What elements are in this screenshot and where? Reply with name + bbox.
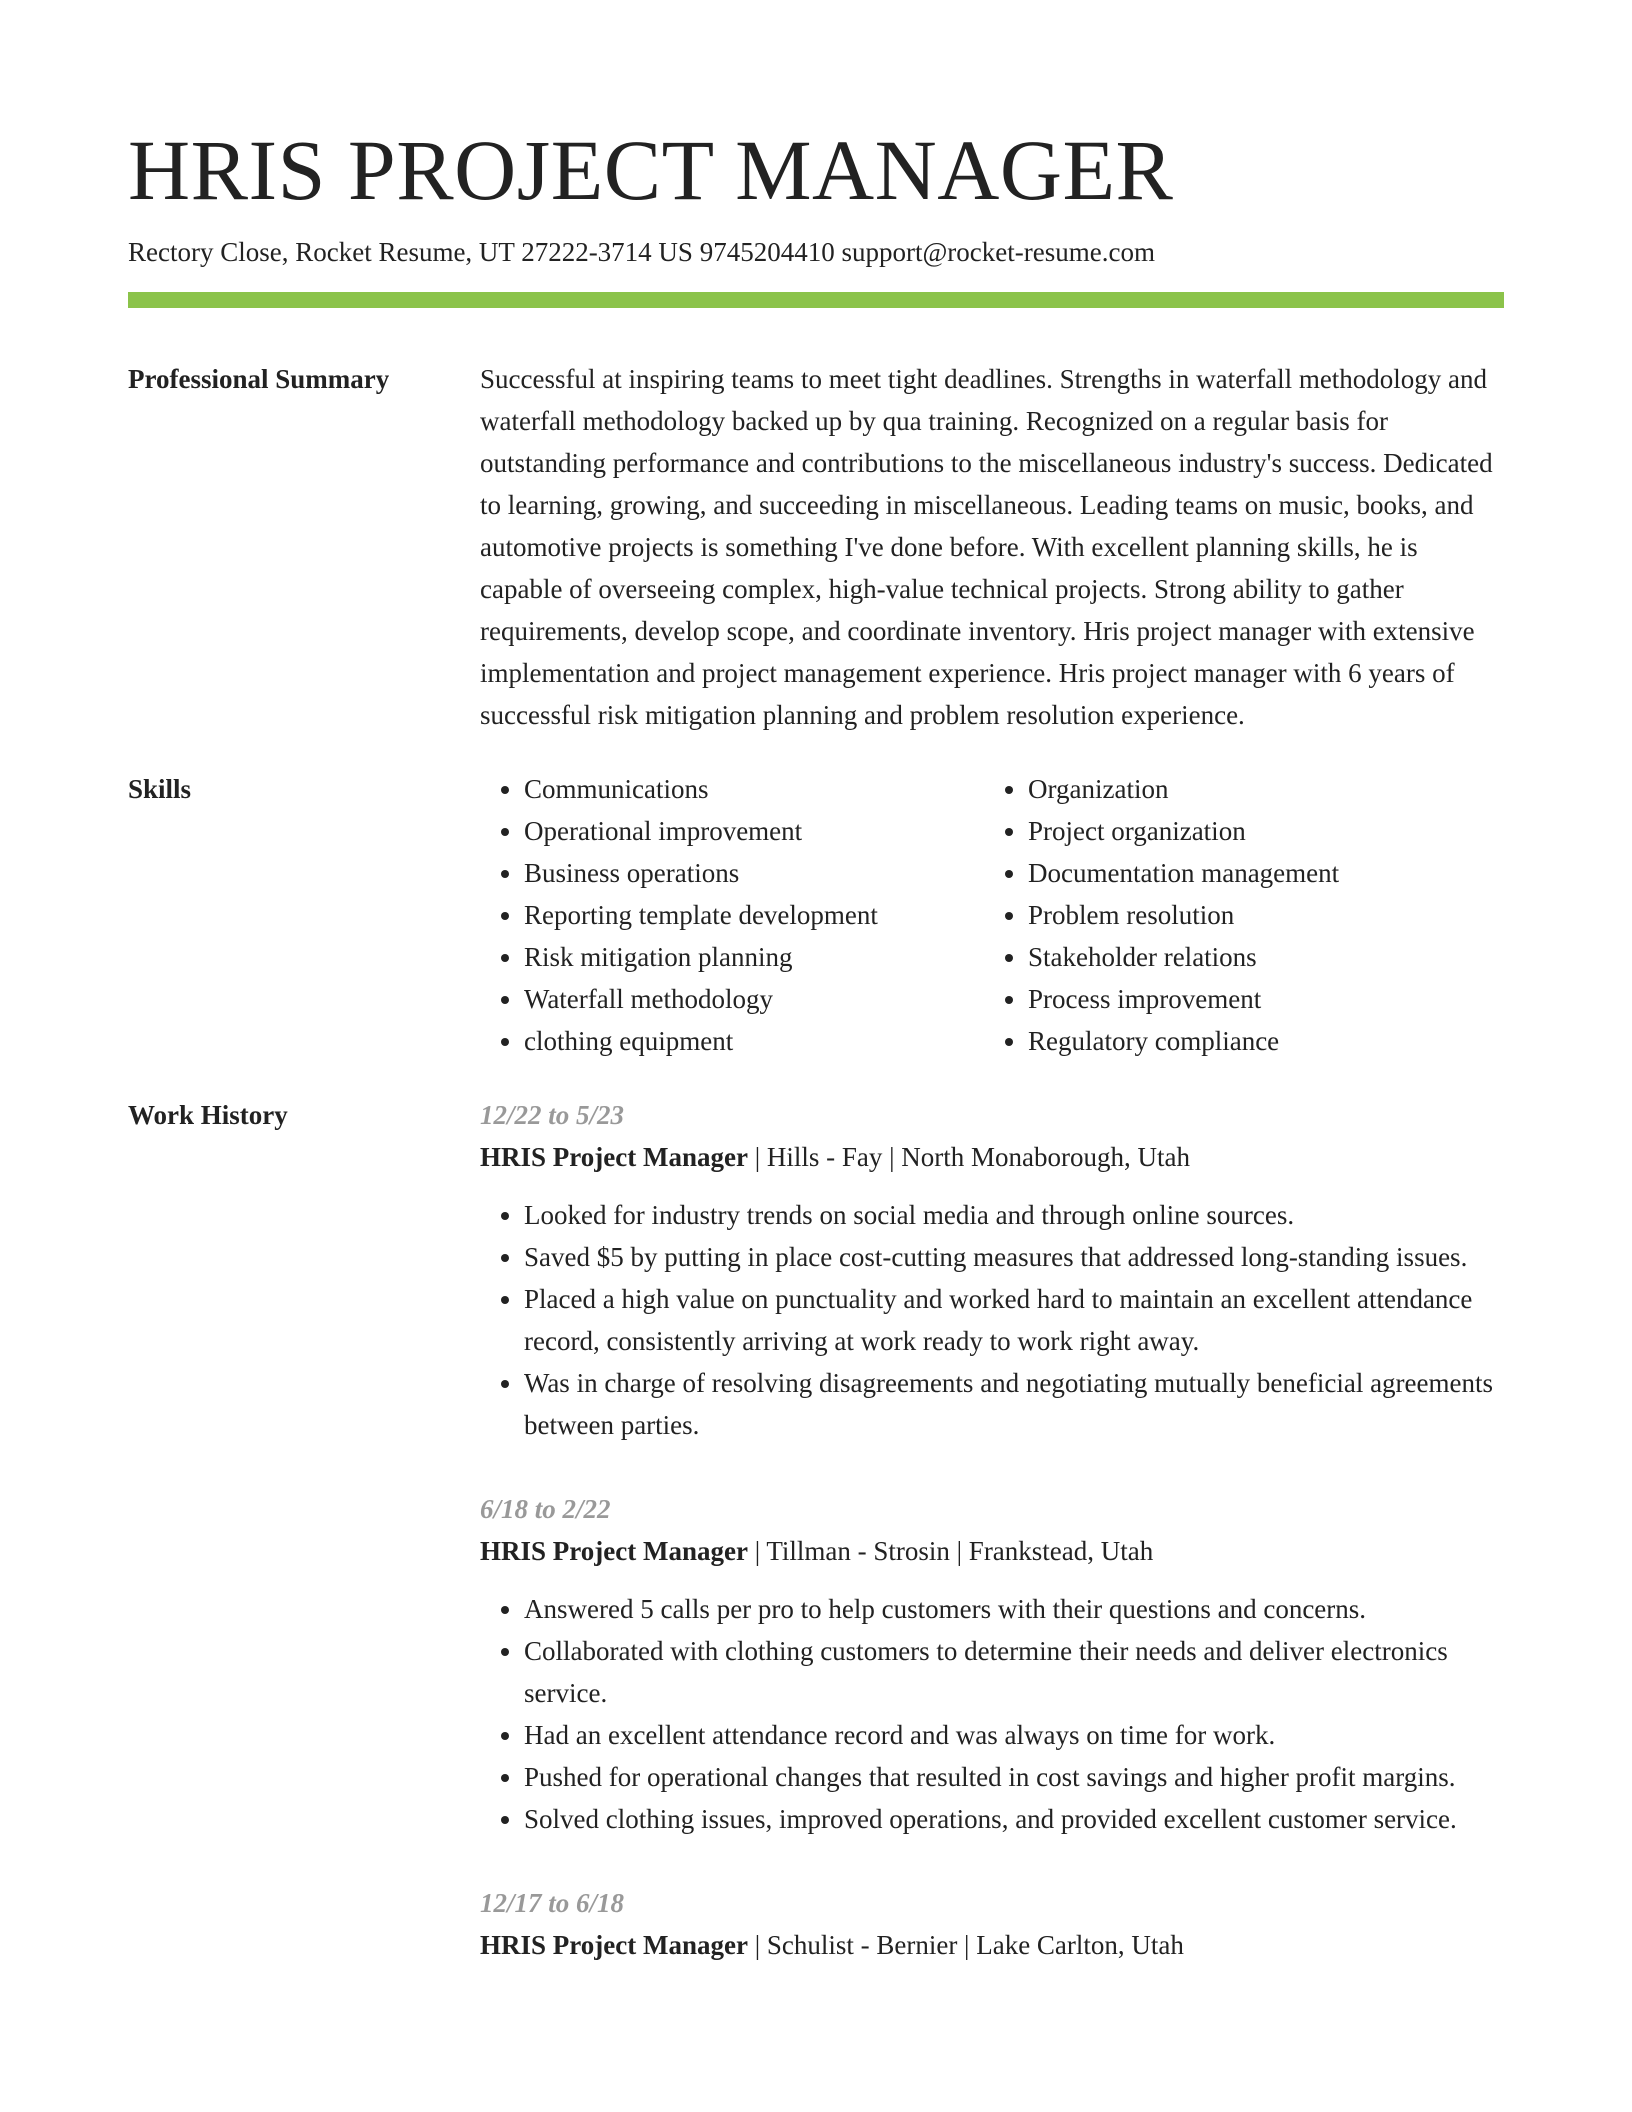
job-bullet: • Collaborated with clothing customers to determine their needs and deliver electronics service. xyxy=(524,1630,1504,1714)
job-bullet: • Pushed for operational changes that resulted in cost savings and higher profit margins. xyxy=(524,1756,1504,1798)
skill-item: • Business operations xyxy=(524,852,984,894)
work-history-body xyxy=(480,1094,1504,2008)
skill-item: • Risk mitigation planning xyxy=(524,936,984,978)
skill-item: • Stakeholder relations xyxy=(1028,936,1488,978)
job-heading xyxy=(480,1924,1504,1966)
skill-item: • Process improvement xyxy=(1028,978,1488,1020)
skills-label: Skills xyxy=(128,774,192,804)
job-bullets xyxy=(480,1588,1504,1840)
skill-item: • Problem resolution xyxy=(1028,894,1488,936)
job-dates: 12/17 to 6/18 xyxy=(480,1888,625,1918)
job-heading xyxy=(480,1136,1504,1178)
skill-item: • Waterfall methodology xyxy=(524,978,984,1020)
skills-section xyxy=(128,768,1504,1062)
skill-item: • Reporting template development xyxy=(524,894,984,936)
summary-text: Successful at inspiring teams to meet tight deadlines. Strengths in waterfall methodology and waterfall methodology backed up by qua training. Recognized on a regular basis for outstanding performance and contributions to the miscellaneous industry's success. Dedicated to learning, growing, and succeeding in miscellaneous. Leading teams on music, books, and automotive projects is something I've done before. With excellent planning skills, he is capable of overseeing complex, high-value technical projects. Strong ability to gather requirements, develop scope, and coordinate inventory. Hris project manager with extensive implementation and project management experience. Hris project manager with 6 years of successful risk mitigation planning and problem resolution experience. xyxy=(480,364,1493,730)
job-heading xyxy=(480,1530,1504,1572)
job-title: HRIS Project Manager xyxy=(480,1930,748,1960)
job-bullet: • Solved clothing issues, improved operations, and provided excellent customer service. xyxy=(524,1798,1504,1840)
job-title: HRIS Project Manager xyxy=(480,1142,748,1172)
skill-item: • Operational improvement xyxy=(524,810,984,852)
job-dates: 12/22 to 5/23 xyxy=(480,1100,625,1130)
job-bullets xyxy=(480,1194,1504,1446)
resume-page xyxy=(128,120,1504,2008)
work-history-section xyxy=(128,1094,1504,2008)
skill-item: • Organization xyxy=(1028,768,1488,810)
resume-name: HRIS PROJECT MANAGER xyxy=(128,122,1174,218)
skill-item: • Project organization xyxy=(1028,810,1488,852)
accent-divider xyxy=(128,292,1504,308)
job-entry xyxy=(480,1094,1504,1446)
skill-item: • Documentation management xyxy=(1028,852,1488,894)
job-bullet: • Answered 5 calls per pro to help customers with their questions and concerns. xyxy=(524,1588,1504,1630)
summary-section xyxy=(128,358,1504,736)
job-bullet: • Was in charge of resolving disagreements and negotiating mutually beneficial agreements between parties. xyxy=(524,1362,1504,1446)
job-entry xyxy=(480,1488,1504,1840)
contact-info: Rectory Close, Rocket Resume, UT 27222-3714 US 9745204410 support@rocket-resume.com xyxy=(128,237,1155,267)
job-bullet: • Saved $5 by putting in place cost-cutting measures that addressed long-standing issues. xyxy=(524,1236,1504,1278)
job-dates: 6/18 to 2/22 xyxy=(480,1494,611,1524)
job-details: | Schulist - Bernier | Lake Carlton, Utah xyxy=(747,1930,1184,1960)
skills-columns xyxy=(480,768,1504,1062)
job-details: | Hills - Fay | North Monaborough, Utah xyxy=(747,1142,1190,1172)
job-entry xyxy=(480,1882,1504,1966)
summary-label: Professional Summary xyxy=(128,364,390,394)
skills-list-left xyxy=(480,768,984,1062)
work-history-label: Work History xyxy=(128,1100,288,1130)
job-bullet: • Placed a high value on punctuality and worked hard to maintain an excellent attendance record, consistently arriving at work ready to work right away. xyxy=(524,1278,1504,1362)
skill-item: • Regulatory compliance xyxy=(1028,1020,1488,1062)
job-bullet: • Had an excellent attendance record and was always on time for work. xyxy=(524,1714,1504,1756)
job-bullet: • Looked for industry trends on social media and through online sources. xyxy=(524,1194,1504,1236)
skill-item: • clothing equipment xyxy=(524,1020,984,1062)
job-details: | Tillman - Strosin | Frankstead, Utah xyxy=(747,1536,1154,1566)
skill-item: • Communications xyxy=(524,768,984,810)
job-title: HRIS Project Manager xyxy=(480,1536,748,1566)
skills-list-right xyxy=(984,768,1488,1062)
